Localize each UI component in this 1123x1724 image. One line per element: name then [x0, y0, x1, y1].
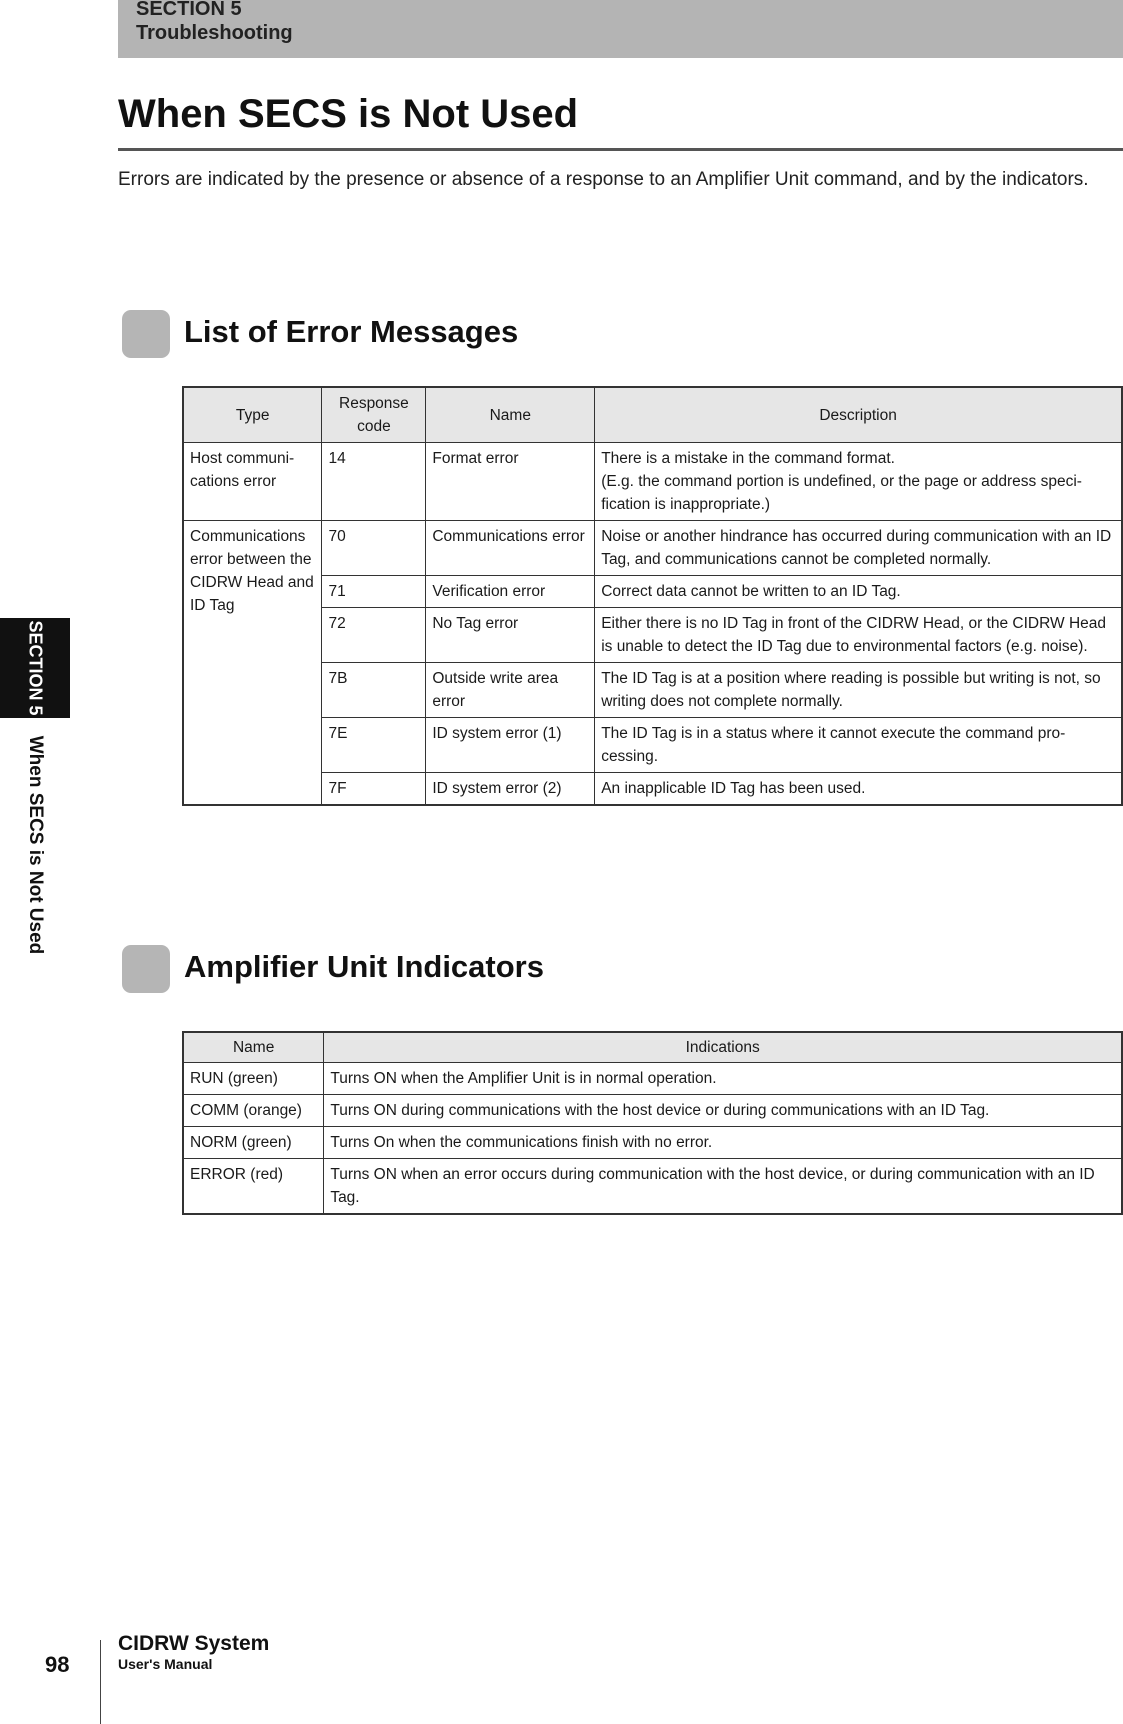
table-row [183, 576, 1122, 608]
side-tab-label: When SECS is Not Used [25, 735, 46, 955]
heading-marker-icon [122, 945, 170, 993]
error-name-cell: Format error [426, 443, 595, 521]
header-section: SECTION 5 [136, 0, 242, 20]
error-name-cell: Outside write area error [426, 663, 595, 718]
response-code-cell: 70 [322, 521, 426, 576]
side-section-tab [0, 618, 70, 718]
footer-manual: User's Manual [118, 1656, 213, 1672]
response-code-cell: 72 [322, 608, 426, 663]
error-list-heading-text: List of Error Messages [184, 314, 519, 349]
error-name-cell: Communications error [426, 521, 595, 576]
error-name-cell: ID system error (1) [426, 718, 595, 773]
table-row [183, 608, 1122, 663]
error-description-cell: An inapplicable ID Tag has been used. [595, 773, 1122, 806]
error-type-cell: Host communi-cations error [183, 443, 322, 521]
table-row [183, 1062, 1122, 1094]
error-type-cell: Communications error between the CIDRW Head and ID Tag [183, 521, 322, 806]
response-code-cell: 71 [322, 576, 426, 608]
table-row [183, 443, 1122, 521]
indicator-indication-cell: Turns On when the communications finish with no error. [324, 1126, 1122, 1158]
error-description-cell: The ID Tag is in a status where it cannot execute the command pro-cessing. [595, 718, 1122, 773]
page-number: 98 [45, 1652, 70, 1677]
indicator-indication-cell: Turns ON during communications with the host device or during communications with an ID Tag. [324, 1094, 1122, 1126]
table-row [183, 1158, 1122, 1214]
footer-divider [100, 1640, 101, 1724]
indicator-name-cell: RUN (green) [183, 1062, 324, 1094]
error-description-cell: There is a mistake in the command format. (E.g. the command portion is undefined, or the page or address speci-fication is inappropriate.) [595, 443, 1122, 521]
section-header [118, 0, 1123, 58]
error-description-cell: Noise or another hindrance has occurred during communication with an ID Tag, and communications cannot be completed normally. [595, 521, 1122, 576]
error-name-cell: ID system error (2) [426, 773, 595, 806]
table-row [183, 718, 1122, 773]
indicator-indication-cell: Turns ON when an error occurs during communication with the host device, or during communication with an ID Tag. [324, 1158, 1122, 1214]
error-message-table [182, 386, 1123, 806]
column-header-description: Description [595, 387, 1122, 443]
indicator-name-cell: ERROR (red) [183, 1158, 324, 1214]
error-name-cell: No Tag error [426, 608, 595, 663]
response-code-cell: 7E [322, 718, 426, 773]
table-row [183, 521, 1122, 576]
table-row [183, 663, 1122, 718]
response-code-cell: 7F [322, 773, 426, 806]
error-description-cell: Either there is no ID Tag in front of the CIDRW Head, or the CIDRW Head is unable to detect the ID Tag due to environmental factors (e.g. noise). [595, 608, 1122, 663]
table-row [183, 773, 1122, 806]
side-tab-section: SECTION 5 [25, 620, 46, 716]
intro-paragraph: Errors are indicated by the presence or absence of a response to an Amplifier Unit command, and by the indicators. [118, 169, 1089, 190]
column-header-name: Name [426, 387, 595, 443]
title-underline [118, 148, 1123, 151]
error-description-cell: The ID Tag is at a position where reading is possible but writing is not, so writing does not complete normally. [595, 663, 1122, 718]
indicator-name-cell: COMM (orange) [183, 1094, 324, 1126]
table-row [183, 1094, 1122, 1126]
column-header-name: Name [183, 1032, 324, 1062]
indicators-heading-text: Amplifier Unit Indicators [184, 949, 544, 984]
response-code-cell: 14 [322, 443, 426, 521]
header-chapter: Troubleshooting [136, 22, 293, 44]
response-code-cell: 7B [322, 663, 426, 718]
indicator-name-cell: NORM (green) [183, 1126, 324, 1158]
table-row [183, 1126, 1122, 1158]
indicator-indication-cell: Turns ON when the Amplifier Unit is in normal operation. [324, 1062, 1122, 1094]
footer-product: CIDRW System [118, 1632, 270, 1655]
column-header-type: Type [183, 387, 322, 443]
error-description-cell: Correct data cannot be written to an ID Tag. [595, 576, 1122, 608]
page-title: When SECS is Not Used [118, 92, 579, 136]
heading-marker-icon [122, 310, 170, 358]
column-header-response-code: Response code [322, 387, 426, 443]
error-name-cell: Verification error [426, 576, 595, 608]
indicator-table [182, 1031, 1123, 1215]
column-header-indications: Indications [324, 1032, 1122, 1062]
